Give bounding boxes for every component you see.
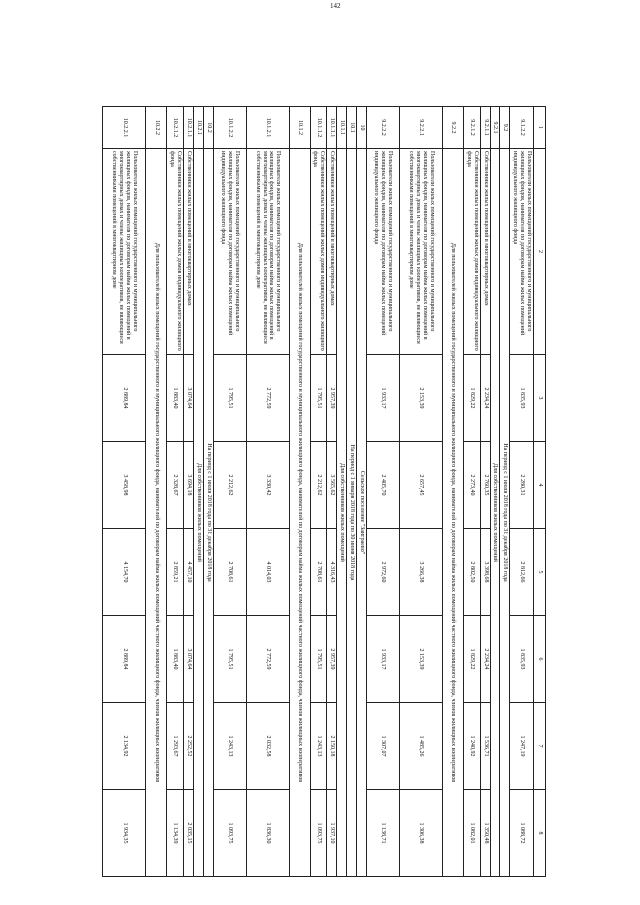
tariff-value: 3 458,98 (103, 442, 146, 529)
tariff-value: 1 795,51 (213, 355, 246, 442)
row-description: Собственники жилых помещений в многоквартирных домах (480, 149, 490, 355)
tariff-value: 2 889,84 (103, 616, 146, 703)
row-description: Пользователи жилых помещений государственного и муниципального жилищных фондов, нанимателя по договорам найма жилых помещений индивидуального жилищного фонда (366, 149, 399, 355)
category-heading: Для пользователей жилых помещений государственного и муниципального жилищного фонда, нанимателей по договорам найма жилых помещений частного жилищного фонда, членов жилищных кооперативов (146, 149, 167, 877)
table-row (347, 107, 357, 877)
row-code: 9.2.2 (442, 107, 463, 149)
tariff-value: 1 536,71 (480, 703, 490, 790)
table-row (500, 107, 510, 877)
tariff-value: 1 088,72 (510, 790, 534, 877)
tariff-value: 1 795,51 (213, 616, 246, 703)
tariff-value: 1 293,67 (167, 703, 184, 790)
row-description: Собственники жилых помещений в многоквартирных домах (327, 149, 337, 355)
row-code: 10.1.1.2 (310, 107, 327, 149)
section-heading: На период с 1 января 2018 года по 30 июня 2018 года (347, 149, 357, 877)
tariff-value: 1 883,40 (167, 355, 184, 442)
tariff-value: 2 212,62 (310, 442, 327, 529)
tariff-value: 3 266,38 (399, 529, 442, 616)
tariff-value: 2 859,21 (167, 529, 184, 616)
row-code: 10 (356, 107, 366, 149)
row-code: 9.2.1.2 (463, 107, 480, 149)
tariff-value: 2 760,35 (480, 442, 490, 529)
table-row (337, 107, 347, 877)
table-row (463, 107, 480, 877)
table-row (103, 107, 146, 877)
table-row (310, 107, 327, 877)
table-row (356, 107, 366, 877)
tariff-value: 2 134,92 (103, 703, 146, 790)
section-heading: На период с 1 июля 2018 года по 31 декабря 2018 года (203, 149, 213, 877)
tariff-value: 1 243,13 (310, 703, 327, 790)
table-row (399, 107, 442, 877)
table-row (146, 107, 167, 877)
row-code: 10.2.1.2 (167, 107, 184, 149)
tariff-value: 4 014,03 (246, 529, 289, 616)
tariff-value: 3 694,18 (183, 442, 193, 529)
table-body (103, 107, 534, 877)
tariff-value: 2 234,24 (480, 355, 490, 442)
row-code: 9.2.1.1 (480, 107, 490, 149)
section-heading: Сельское поселение "Заиграево" (356, 149, 366, 877)
tariff-value: 2 889,84 (103, 355, 146, 442)
row-code: 10.1.2.1 (246, 107, 289, 149)
row-code: 10.2 (203, 107, 213, 149)
row-code: 10.1.1.1 (327, 107, 337, 149)
table-row (289, 107, 310, 877)
tariff-table-rotated (98, 106, 546, 876)
tariff-value: 2 957,39 (327, 355, 337, 442)
row-code: 10.1.1 (337, 107, 347, 149)
row-description: Пользователи жилых помещений государственного и муниципального жилищных фондов, нанимателя по договорам найма жилых помещений индивидуального жилищного фонда (213, 149, 246, 355)
tariff-value: 1 883,40 (167, 616, 184, 703)
tariff-value: 2 772,59 (246, 355, 289, 442)
tariff-value: 3 074,64 (183, 616, 193, 703)
tariff-value: 2 957,39 (327, 616, 337, 703)
tariff-value: 2 657,45 (399, 442, 442, 529)
section-heading: На период с 1 июля 2018 года по 31 декабря 2018 года (500, 149, 510, 877)
tariff-value: 3 398,68 (480, 529, 490, 616)
row-description: Собственники жилых помещений жилых домов индивидуального жилищного фонда (463, 149, 480, 355)
tariff-value: 1 134,39 (167, 790, 184, 877)
row-description: Собственники жилых помещений жилых домов индивидуального жилищного фонда (310, 149, 327, 355)
tariff-value: 1 093,75 (310, 790, 327, 877)
row-description: Собственники жилых помещений жилых домов индивидуального жилищного фонда (167, 149, 184, 355)
tariff-value: 1 835,93 (510, 616, 534, 703)
tariff-value: 1 933,17 (366, 616, 399, 703)
tariff-value: 2 032,58 (246, 703, 289, 790)
table-row (510, 107, 534, 877)
page-number: 142 (330, 2, 341, 10)
column-header: 5 (534, 529, 546, 616)
tariff-value: 4 457,10 (183, 529, 193, 616)
tariff-value: 2 273,40 (463, 442, 480, 529)
rotated-table-container (98, 106, 546, 876)
tariff-value: 1 795,51 (310, 616, 327, 703)
tariff-value: 2 153,39 (399, 616, 442, 703)
column-header: 4 (534, 442, 546, 529)
tariff-value: 2 812,66 (510, 529, 534, 616)
tariff-value: 1 933,17 (366, 355, 399, 442)
tariff-value: 1 835,93 (510, 355, 534, 442)
tariff-value: 2 234,24 (480, 616, 490, 703)
tariff-value: 1 138,71 (366, 790, 399, 877)
row-code: 10.2.1.1 (183, 107, 193, 149)
column-header: 8 (534, 790, 546, 877)
tariff-value: 4 316,43 (327, 529, 337, 616)
table-row (167, 107, 184, 877)
table-row (490, 107, 500, 877)
row-code: 10.1.2.2 (213, 107, 246, 149)
table-row (203, 107, 213, 877)
table-row (183, 107, 193, 877)
row-description: Пользователи жилых помещений государственного и муниципального жилищных фондов, нанимателя по договорам найма жилых помещений в многоквартирных домах и члены жилищных кооперативов, не являющиеся собственниками помещений в многоквартирном доме (246, 149, 289, 355)
row-code: 10.2.1 (193, 107, 203, 149)
table-row (442, 107, 463, 877)
tariff-value: 3 074,64 (183, 355, 193, 442)
tariff-value: 1 093,75 (213, 790, 246, 877)
tariff-value: 4 154,70 (103, 529, 146, 616)
tariff-value: 2 150,18 (327, 703, 337, 790)
tariff-value: 3 330,42 (246, 442, 289, 529)
tariff-value: 2 153,39 (399, 355, 442, 442)
table-row (213, 107, 246, 877)
row-code: 10.2.2 (146, 107, 167, 149)
row-code: 10.1 (347, 107, 357, 149)
tariff-value: 2 708,61 (213, 529, 246, 616)
tariff-value: 2 708,61 (310, 529, 327, 616)
tariff-value: 1 795,51 (310, 355, 327, 442)
column-header: 1 (534, 107, 546, 149)
row-description: Собственники жилых помещений в многоквартирных домах (183, 149, 193, 355)
table-row (327, 107, 337, 877)
row-code: 9.2 (500, 107, 510, 149)
row-description: Пользователи жилых помещений государственного и муниципального жилищных фондов, нанимателя по договорам найма жилых помещений индивидуального жилищного фонда (510, 149, 534, 355)
section-heading: Для собственников жилых помещений (490, 149, 500, 877)
tariff-value: 1 240,92 (463, 703, 480, 790)
tariff-value: 2 405,70 (366, 442, 399, 529)
tariff-value: 3 565,62 (327, 442, 337, 529)
tariff-value: 1 829,22 (463, 355, 480, 442)
tariff-value: 2 772,59 (246, 616, 289, 703)
tariff-value: 2 212,62 (213, 442, 246, 529)
tariff-value: 1 836,30 (246, 790, 289, 877)
tariff-value: 2 280,31 (510, 442, 534, 529)
tariff-value: 1 082,01 (463, 790, 480, 877)
tariff-value: 2 328,67 (167, 442, 184, 529)
column-header: 3 (534, 355, 546, 442)
table-row (246, 107, 289, 877)
row-code: 9.2.1 (490, 107, 500, 149)
table-row (193, 107, 203, 877)
tariff-value: 1 934,35 (103, 790, 146, 877)
header-row (534, 107, 546, 877)
column-header: 7 (534, 703, 546, 790)
tariff-value: 1 485,26 (399, 703, 442, 790)
table-row (480, 107, 490, 877)
row-code: 9.2.2.1 (399, 107, 442, 149)
table-row (366, 107, 399, 877)
section-heading: Для собственников жилых помещений (193, 149, 203, 877)
column-header: 2 (534, 149, 546, 355)
row-code: 10.2.2.1 (103, 107, 146, 149)
category-heading: Для пользователей жилых помещений государственного и муниципального жилищного фонда, нанимателей по договорам найма жилых помещений частного жилищного фонда, членов жилищных кооперативов (442, 149, 463, 877)
row-code: 9.1.2.2 (510, 107, 534, 149)
section-heading: Для собственников жилых помещений (337, 149, 347, 877)
row-description: Пользователи жилых помещений государственного и муниципального жилищных фондов, нанимателя по договорам найма жилых помещений в многоквартирных домах и члены жилищных кооперативов, не являющиеся собственниками помещений в многоквартирном доме (399, 149, 442, 355)
category-heading: Для пользователей жилых помещений государственного и муниципального жилищного фонда, нанимателей по договорам найма жилых помещений частного жилищного фонда, членов жилищных кооперативов (289, 149, 310, 877)
tariff-value: 1 307,07 (366, 703, 399, 790)
row-code: 10.1.2 (289, 107, 310, 149)
column-header: 6 (534, 616, 546, 703)
tariff-value: 1 350,48 (480, 790, 490, 877)
tariff-value: 2 972,60 (366, 529, 399, 616)
tariff-value: 1 247,19 (510, 703, 534, 790)
tariff-value: 2 802,50 (463, 529, 480, 616)
tariff-table (102, 106, 546, 877)
tariff-value: 1 306,38 (399, 790, 442, 877)
row-description: Пользователи жилых помещений государственного и муниципального жилищных фондов, нанимателя по договорам найма жилых помещений в многоквартирных домах и члены жилищных кооперативов, не являющиеся собственниками помещений в многоквартирном доме (103, 149, 146, 355)
tariff-value: 1 243,13 (213, 703, 246, 790)
tariff-value: 2 035,15 (183, 790, 193, 877)
row-code: 9.2.2.2 (366, 107, 399, 149)
tariff-value: 1 937,10 (327, 790, 337, 877)
tariff-value: 2 252,52 (183, 703, 193, 790)
tariff-value: 1 829,22 (463, 616, 480, 703)
